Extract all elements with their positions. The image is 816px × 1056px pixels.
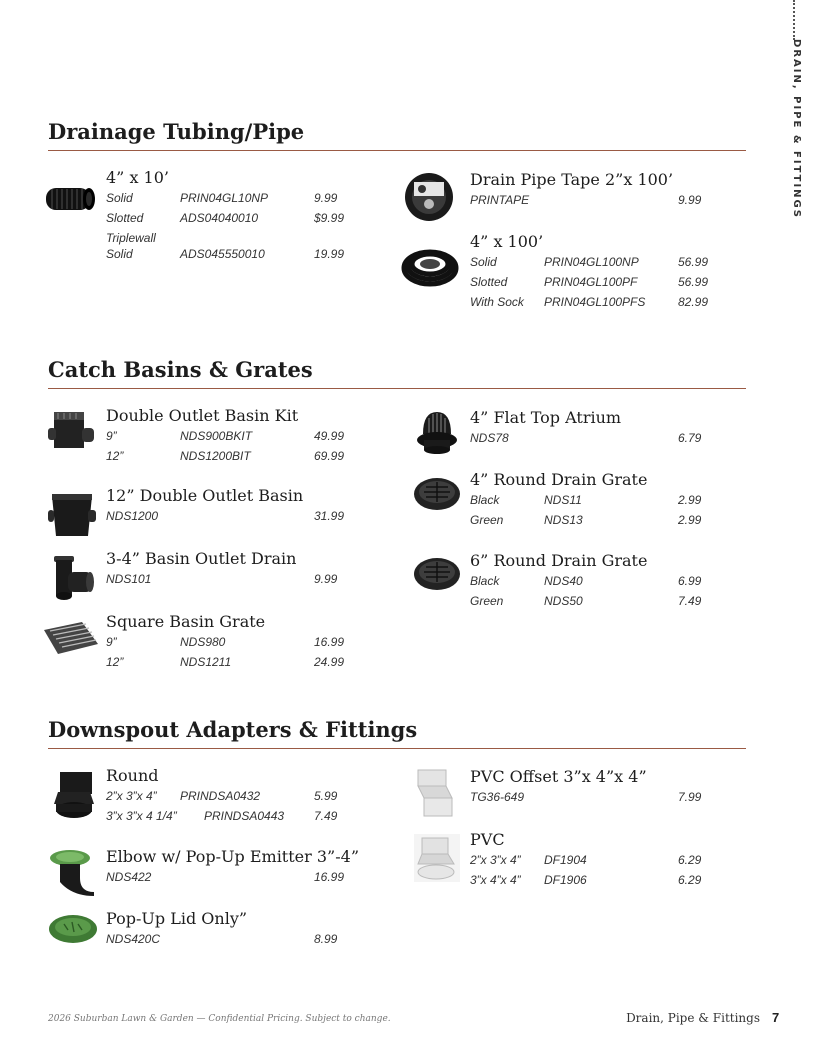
product-flat-top-atrium [470,408,800,448]
outlet-drain-image [50,554,96,602]
price-row [106,446,436,466]
product-pvc-offset [470,767,800,807]
row-price: 6.79 [678,431,702,445]
row-sku: NDS900BKIT [180,429,253,443]
row-price: 16.99 [314,635,345,649]
price-row [106,426,436,446]
row-label: TG36-649 [470,790,525,804]
row-label: Black [470,574,500,588]
row-price: 24.99 [314,655,345,669]
row-sku: DF1904 [544,853,587,867]
row-price: 6.29 [678,873,702,887]
row-price: 9.99 [314,572,338,586]
row-label: PRINTAPE [470,193,530,207]
price-row [470,252,800,272]
row-label: Black [470,493,500,507]
round-grate-4-image [412,474,462,514]
row-label: NDS1200 [106,509,159,523]
price-row [470,850,800,870]
price-row [106,929,436,949]
section-title-catch-basins: Catch Basins & Grates [48,358,746,389]
row-sku: PRIN04GL10NP [180,191,269,205]
product-name: Drain Pipe Tape 2”x 100’ [470,170,674,189]
row-label: 3”x 4”x 4” [470,873,521,887]
corrugated-pipe-image [42,182,98,216]
row-price: 9.99 [314,191,338,205]
row-label: Solid [470,255,497,269]
product-double-outlet-basin-kit [106,406,436,466]
row-sku: ADS045550010 [180,247,265,261]
row-label: 2”x 3”x 4” [470,853,521,867]
product-pipe-4x100 [470,232,800,312]
row-label: NDS101 [106,572,152,586]
round-adapter-image [50,770,98,822]
row-label: 9” [106,429,117,443]
row-sku: ADS04040010 [180,211,259,225]
footer-note: 2026 Suburban Lawn & Garden — Confidential Pricing. Subject to change. [48,1014,391,1024]
row-label: 12” [106,655,124,669]
basin-box-image [48,490,98,540]
product-name: 6” Round Drain Grate [470,551,648,570]
price-row [106,652,436,672]
row-label: With Sock [470,295,524,309]
row-price: 19.99 [314,247,345,261]
row-label: NDS420C [106,932,161,946]
atrium-grate-image [414,408,460,456]
row-sku: PRINDSA0443 [204,809,285,823]
product-drain-pipe-tape [470,170,800,210]
price-row [470,510,800,530]
row-label: 9” [106,635,117,649]
price-row [106,228,436,244]
product-elbow-pop-up-emitter [106,847,436,887]
price-row [470,490,800,510]
product-square-basin-grate [106,612,436,672]
product-round-drain-grate-6 [470,551,800,611]
row-sku: PRIN04GL100PF [544,275,638,289]
footer-section-name: Drain, Pipe & Fittings [626,1011,760,1025]
row-price: 56.99 [678,255,709,269]
row-label: Triplewall [106,231,156,245]
page-number: 7 [772,1010,780,1025]
row-sku: NDS40 [544,574,583,588]
row-price: 56.99 [678,275,709,289]
price-row [470,870,800,890]
product-name: 4” Flat Top Atrium [470,408,622,427]
row-price: 82.99 [678,295,709,309]
elbow-emitter-image [46,848,98,898]
row-sku: PRIN04GL100NP [544,255,639,269]
product-name: 4” Round Drain Grate [470,470,648,489]
row-label: Green [470,513,504,527]
side-tab-label: DRAIN, PIPE & FITTINGS [791,39,802,219]
row-label: Slotted [470,275,508,289]
row-price: 31.99 [314,509,345,523]
product-name: 4” x 100’ [470,232,544,251]
row-label: Slotted [106,211,144,225]
product-12-double-outlet-basin [106,486,436,526]
row-price: 16.99 [314,870,345,884]
price-row [106,506,436,526]
row-price: 7.99 [678,790,702,804]
basin-kit-image [48,408,98,456]
product-name: Round [106,766,159,785]
row-sku: NDS1200BIT [180,449,251,463]
row-price: 9.99 [678,193,702,207]
pvc-adapter-image [410,834,464,882]
price-row [470,272,800,292]
row-label: NDS78 [470,431,509,445]
pop-up-lid-image [48,912,98,946]
product-name: 3-4” Basin Outlet Drain [106,549,297,568]
square-grate-image [42,620,100,656]
product-name: Double Outlet Basin Kit [106,406,299,425]
row-price: 2.99 [678,493,702,507]
price-row [470,428,800,448]
price-row [106,806,436,826]
row-label: 2”x 3”x 4” [106,789,157,803]
row-sku: NDS11 [544,493,582,507]
row-sku: NDS1211 [180,655,232,669]
price-row [106,786,436,806]
row-label: Green [470,594,504,608]
row-label: 12” [106,449,124,463]
product-pipe-4x10 [106,168,436,264]
row-price: 5.99 [314,789,338,803]
pipe-coil-image [400,242,460,290]
price-row [470,292,800,312]
product-pvc [470,830,800,890]
row-price: 49.99 [314,429,345,443]
product-name: Pop-Up Lid Only” [106,909,248,928]
row-sku: PRIN04GL100PFS [544,295,646,309]
product-name: PVC [470,830,505,849]
price-row [106,632,436,652]
row-sku: NDS980 [180,635,226,649]
price-row [106,208,436,228]
row-price: 69.99 [314,449,345,463]
row-label: 3”x 3”x 4 1/4” [106,809,177,823]
product-round-drain-grate-4 [470,470,800,530]
product-pop-up-lid [106,909,436,949]
row-price: $9.99 [314,211,345,225]
product-name: Square Basin Grate [106,612,266,631]
product-name: 4” x 10’ [106,168,169,187]
round-grate-6-image [412,554,462,594]
row-label: NDS422 [106,870,152,884]
row-label: Solid [106,247,133,261]
row-sku: NDS50 [544,594,583,608]
row-price: 7.49 [678,594,702,608]
row-price: 6.29 [678,853,702,867]
row-price: 2.99 [678,513,702,527]
product-basin-outlet-drain [106,549,436,589]
price-row [470,190,800,210]
pvc-offset-image [410,768,460,820]
row-price: 6.99 [678,574,702,588]
row-price: 7.49 [314,809,338,823]
price-row [470,787,800,807]
price-row [106,867,436,887]
product-name: PVC Offset 3”x 4”x 4” [470,767,647,786]
price-row [470,591,800,611]
price-row [106,188,436,208]
row-label: Solid [106,191,133,205]
tape-roll-image [402,172,456,222]
row-sku: NDS13 [544,513,583,527]
product-name: Elbow w/ Pop-Up Emitter 3”-4” [106,847,359,866]
price-row [470,571,800,591]
row-sku: DF1906 [544,873,587,887]
product-name: 12” Double Outlet Basin [106,486,304,505]
section-title-drainage: Drainage Tubing/Pipe [48,120,746,151]
price-row [106,569,436,589]
product-round-adapter [106,766,436,826]
row-sku: PRINDSA0432 [180,789,261,803]
section-title-downspout: Downspout Adapters & Fittings [48,718,746,749]
row-price: 8.99 [314,932,338,946]
price-row [106,244,436,264]
